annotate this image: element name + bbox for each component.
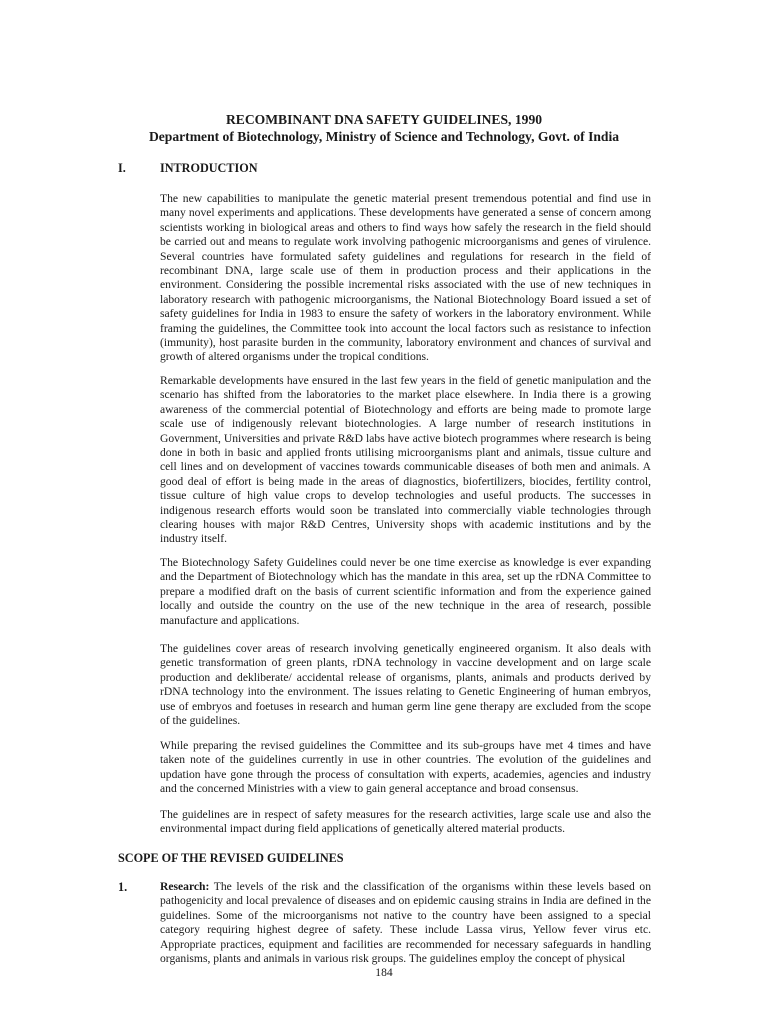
intro-paragraph-3: The Biotechnology Safety Guidelines could never be one time exercise as knowledge is ever expanding and the Department of Biotechnology which has the mandate in this area, set up the rDNA Committee to prepare a modified draft on the basis of current scientific information and from the experience gained locally and outside the country on the use of the new technique in the area of research, possible manufacture and applications. (160, 556, 651, 627)
scope-item-number: 1. (118, 880, 128, 894)
intro-paragraph-1: The new capabilities to manipulate the genetic material present tremendous potential and find use in many novel experiments and applications. These developments have generated a sense of concern among scientists working in biological areas and others to find ways how safely the research in the field should be carried out and means to regulate work involving pathogenic microorganisms and genes of virulence. Several countries have formulated safety guidelines and regulations for research in the field of recombinant DNA, large scale use of them in production process and their applications in the environment. Considering the possible incremental risks associated with the use of new techniques in laboratory research with pathogenic microorganisms, the National Biotechnology Board issued a set of safety guidelines for India in 1983 to ensure the safety of workers in the laboratory environment. While framing the guidelines, the Committee took into account the local factors such as resistance to infection (immunity), host parasite burden in the community, laboratory environment and chances of survival and growth of altered organisms under the tropical conditions. (160, 192, 651, 364)
intro-paragraph-5: While preparing the revised guidelines the Committee and its sub-groups have met 4 times and have taken note of the guidelines currently in use in other countries. The evolution of the guidelines and updation have gone through the process of consultation with experts, academies, agencies and industry and the concerned Ministries with a view to gain general acceptance and broad consensus. (160, 739, 651, 796)
scope-item-label: Research: (160, 880, 210, 893)
intro-paragraph-2: Remarkable developments have ensured in the last few years in the field of genetic manipulation and the scenario has shifted from the laboratories to the market place elsewhere. In India there is a growing awareness of the commercial potential of Biotechnology and efforts are being made to promote large scale use of indigenously relevant biotechnologies. A large number of research institutions in Government, Universities and private R&D labs have active biotech programmes where research is being done in both in basic and applied fronts utilising microorganisms plant and animals, tissue culture and cell lines and on development of vaccines towards communicable diseases of both men and animals. A good deal of effort is being made in the areas of diagnostics, biofertilizers, biocides, fertility control, tissue culture of high value crops to develop technologies and useful products. The successes in indigenous research efforts would soon be translated into commercially viable technologies through clearing houses with major R&D Centres, University shops with academic institutions and by the industry itself. (160, 374, 651, 546)
page-number: 184 (375, 966, 393, 979)
intro-paragraph-4: The guidelines cover areas of research involving genetically engineered organism. It also deals with genetic transformation of green plants, rDNA technology in vaccine development and on large scale production and dekliberate/ accidental release of organisms, plants, animals and products derived by rDNA technology into the environment. The issues relating to Genetic Engineering of human embryos, use of embryos and foetuses in research and human germ line gene therapy are excluded from the scope of the guidelines. (160, 642, 651, 728)
scope-heading: SCOPE OF THE REVISED GUIDELINES (118, 851, 344, 865)
section-number: I. (118, 161, 126, 175)
scope-item-research (160, 880, 651, 966)
document-title: RECOMBINANT DNA SAFETY GUIDELINES, 1990 (225, 112, 543, 127)
intro-paragraph-6: The guidelines are in respect of safety measures for the research activities, large scale use and also the environmental impact during field applications of genetically altered material products. (160, 808, 651, 836)
scope-item-text: The levels of the risk and the classification of the organisms within these levels based on pathogenicity and local prevalence of diseases and on epidemic causing strains in India are defined in the guidelines. Some of the microorganisms not native to the country have been assigned to a special category requiring highest degree of safety. These include Lassa virus, Yellow fever virus etc. Appropriate practices, equipment and facilities are recommended for necessary safeguards in handling organisms, plants and animals in various risk groups. The guidelines employ the concept of physical (160, 880, 651, 966)
section-title: INTRODUCTION (160, 161, 258, 175)
document-subtitle: Department of Biotechnology, Ministry of Science and Technology, Govt. of India (148, 129, 620, 144)
